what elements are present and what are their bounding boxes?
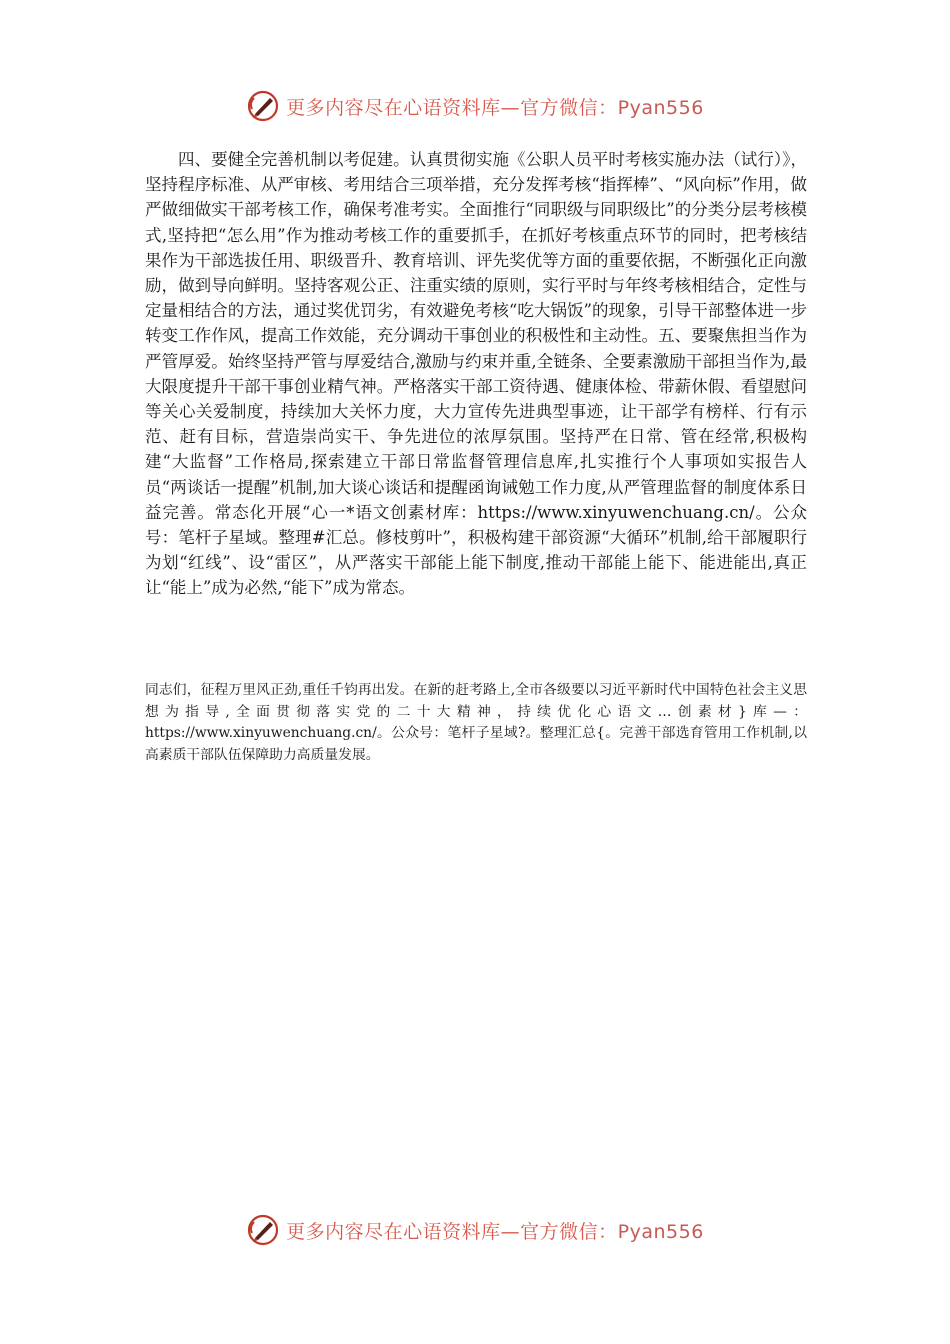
- closing-paragraph: 同志们，征程万里风正劲,重任千钧再出发。在新的赶考路上,全市各级要以习近平新时代中国特色社会主义思想为指导,全面贯彻落实党的二十大精神，持续优化心语文…创素材}库—：https://www.xinyuwenchuang.cn/。公众号：笔杆子星域?。整理汇总{。完善干部选育管用工作机制,以高素质干部队伍保障助力高质量发展。: [145, 682, 807, 763]
- header-banner-wechat: Pyan556: [617, 96, 704, 119]
- footer-banner-main: 更多内容尽在心语资料库—官方微信：: [286, 1220, 618, 1243]
- footer-banner-text: [286, 1217, 704, 1244]
- pen-logo-icon: [246, 1213, 280, 1247]
- footer-banner: [0, 1210, 950, 1250]
- header-banner: [0, 86, 950, 126]
- header-banner-main: 更多内容尽在心语资料库—官方微信：: [286, 96, 618, 119]
- body-paragraph: 四、要健全完善机制以考促建。认真贯彻实施《公职人员平时考核实施办法（试行）》，坚持程序标准、从严审核、考用结合三项举措，充分发挥考核“指挥棒”、“风向标”作用，做严做细做实干部考核工作，确保考准考实。全面推行“同职级与同职级比”的分类分层考核模式,坚持把“怎么用”作为推动考核工作的重要抓手，在抓好考核重点环节的同时，把考核结果作为干部选拔任用、职级晋升、教育培训、评先奖优等方面的重要依据，不断强化正向激励，做到导向鲜明。坚持客观公正、注重实绩的原则，实行平时与年终考核相结合，定性与定量相结合的方法，通过奖优罚劣，有效避免考核“吃大锅饭”的现象，引导干部整体进一步转变工作作风，提高工作效能，充分调动干事创业的积极性和主动性。五、要聚焦担当作为严管厚爱。始终坚持严管与厚爱结合,激励与约束并重,全链条、全要素激励干部担当作为,最大限度提升干部干事创业精气神。严格落实干部工资待遇、健康体检、带薪休假、看望慰问等关心关爱制度，持续加大关怀力度，大力宣传先进典型事迹，让干部学有榜样、行有示范、赶有目标，营造崇尚实干、争先进位的浓厚氛围。坚持严在日常、管在经常,积极构建“大监督”工作格局,探索建立干部日常监督管理信息库,扎实推行个人事项如实报告人员“两谈话一提醒”机制,加大谈心谈话和提醒函询诫勉工作力度,从严管理监督的制度体系日益完善。常态化开展“心一*语文创素材库：https://www.xinyuwenchuang.cn/。公众号：笔杆子星域。整理#汇总。修枝剪叶”，积极构建干部资源“大循环”机制,给干部履职行为划“红线”、设“雷区”，从严落实干部能上能下制度,推动干部能上能下、能进能出,真正让“能上”成为必然,“能下”成为常态。: [145, 150, 807, 598]
- footer-banner-wechat: Pyan556: [617, 1220, 704, 1243]
- pen-logo-icon: [246, 89, 280, 123]
- header-banner-text: [286, 93, 704, 120]
